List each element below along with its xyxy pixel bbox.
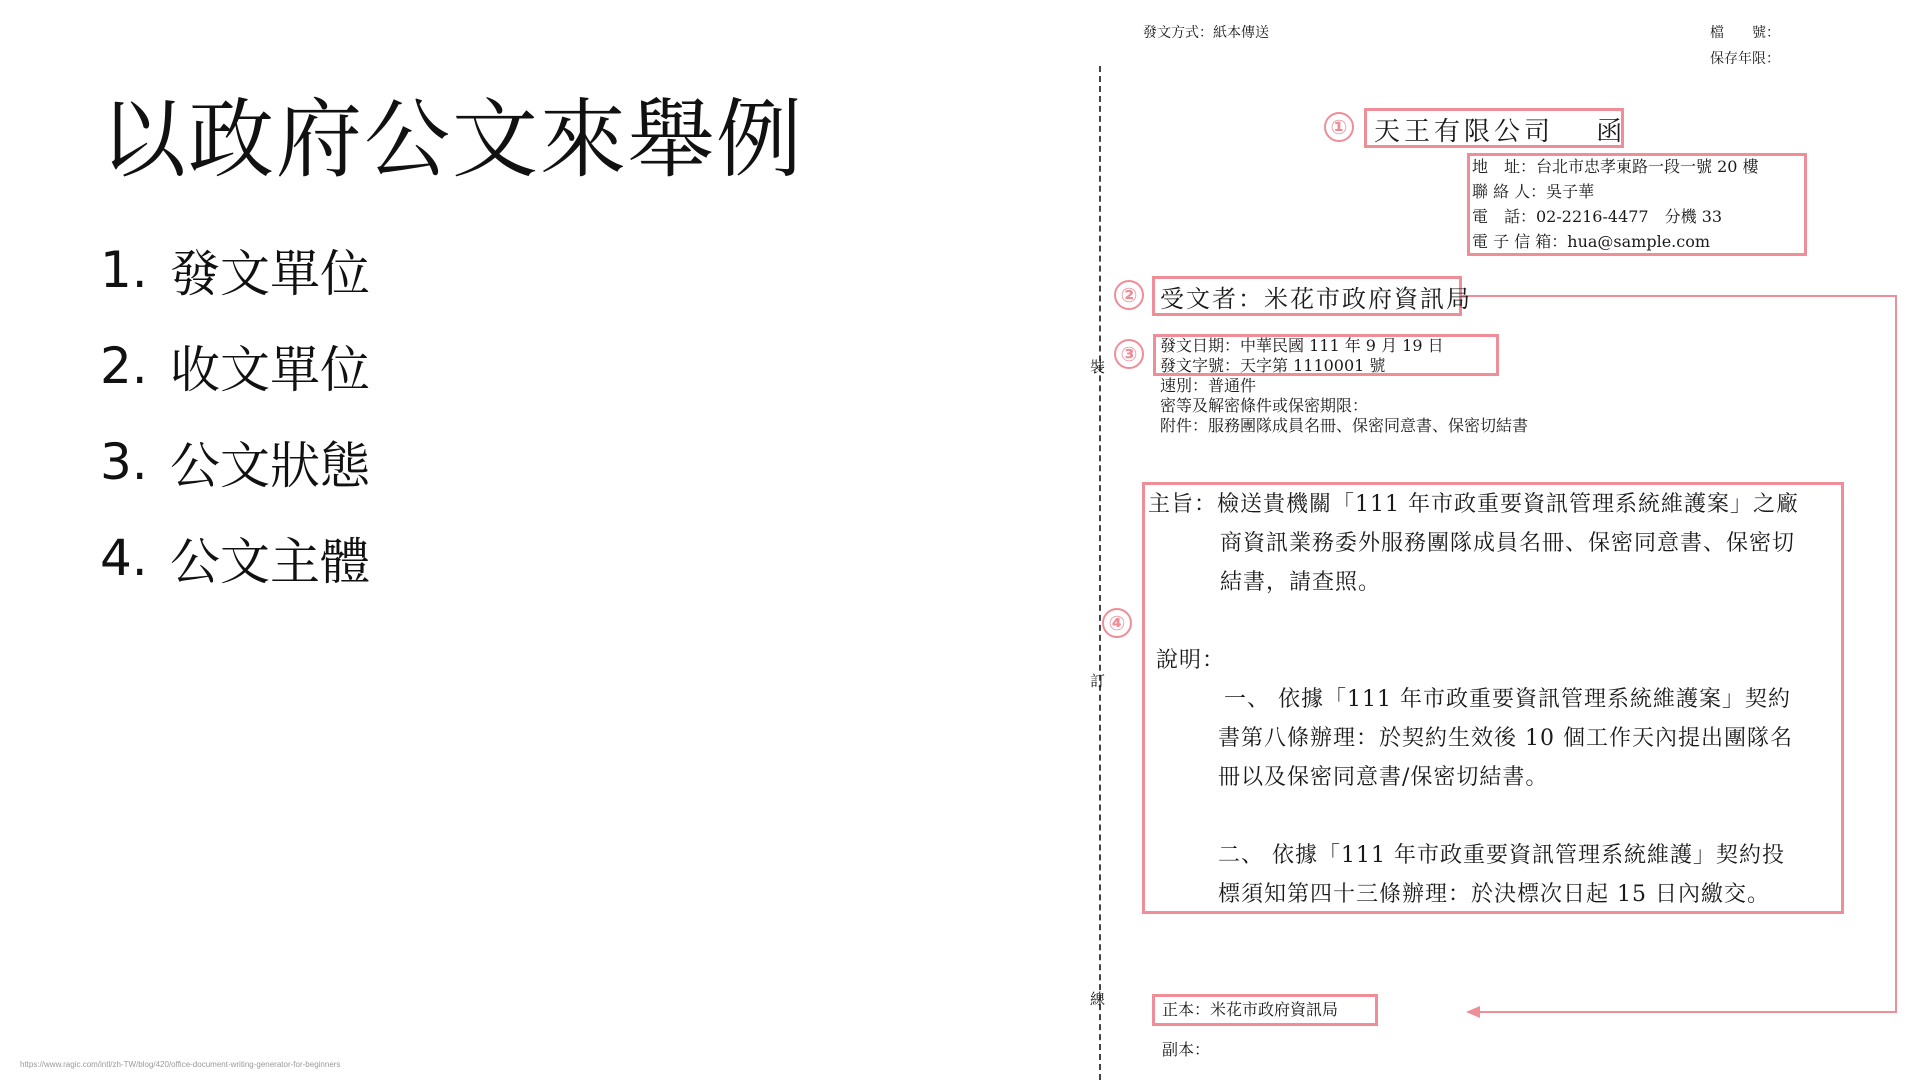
marker-3-icon: ③: [1114, 339, 1144, 369]
speed-class: 速別：普通件: [1160, 376, 1257, 395]
send-method: 發文方式：紙本傳送: [1143, 25, 1269, 41]
subject-line: 結書，請查照。: [1220, 570, 1382, 595]
marker-4-icon: ④: [1102, 608, 1132, 638]
bullet-number: 4.: [100, 529, 148, 587]
explanation-label: 說明：: [1156, 648, 1226, 673]
source-url: https://www.ragic.com/intl/zh-TW/blog/420/office-document-writing-generator-for-beginners: [20, 1060, 341, 1069]
send-date: 發文日期：中華民國 111 年 9 月 19 日: [1160, 336, 1444, 355]
explanation-item: 書第八條辦理：於契約生效後 10 個工作天內提出團隊名: [1218, 726, 1793, 751]
bullet-number: 1.: [100, 241, 148, 299]
bullet-label: 公文狀態: [170, 437, 370, 495]
binding-char: 訂: [1090, 672, 1106, 690]
bullet-label: 公文主體: [170, 533, 370, 591]
list-item: [100, 510, 370, 606]
bullet-number: 2.: [100, 337, 148, 395]
secrecy-level: 密等及解密條件或保密期限：: [1160, 396, 1369, 415]
subject-line: 主旨：檢送貴機關「111 年市政重要資訊管理系統維護案」之廠: [1148, 492, 1799, 517]
original-copy: 正本：米花市政府資訊局: [1162, 1000, 1339, 1019]
bullet-list: [100, 222, 370, 606]
contact-email: 電 子 信 箱：hua@sample.com: [1472, 232, 1711, 251]
contact-address: 地 址：台北市忠孝東路一段一號 20 樓: [1472, 157, 1759, 176]
slide-title: 以政府公文來舉例: [100, 90, 804, 190]
contact-person: 聯 絡 人：吳子華: [1472, 182, 1595, 201]
contact-phone: 電 話：02-2216-4477 分機 33: [1472, 207, 1723, 226]
company-name: 天王有限公司 函: [1374, 117, 1627, 147]
marker-2-icon: ②: [1114, 280, 1144, 310]
list-item: [100, 414, 370, 510]
attachments: 附件：服務團隊成員名冊、保密同意書、保密切結書: [1160, 416, 1529, 435]
bullet-label: 收文單位: [170, 341, 370, 399]
bullet-label: 發文單位: [170, 245, 370, 303]
binding-char: 裝: [1090, 358, 1106, 376]
binding-line: [1099, 66, 1101, 1080]
explanation-item: 二、 依據「111 年市政重要資訊管理系統維護」契約投: [1218, 843, 1785, 868]
recipient: 受文者：米花市政府資訊局: [1160, 285, 1472, 313]
duplicate-copy: 副本：: [1162, 1040, 1211, 1059]
send-number: 發文字號：天字第 1110001 號: [1160, 356, 1386, 375]
subject-line: 商資訊業務委外服務團隊成員名冊、保密同意書、保密切: [1220, 531, 1796, 556]
marker-1-icon: ①: [1324, 112, 1354, 142]
explanation-item: 標須知第四十三條辦理：於決標次日起 15 日內繳交。: [1218, 882, 1770, 907]
bullet-number: 3.: [100, 433, 148, 491]
list-item: [100, 222, 370, 318]
explanation-item: 冊以及保密同意書/保密切結書。: [1218, 765, 1549, 790]
list-item: [100, 318, 370, 414]
binding-char: 線: [1090, 990, 1106, 1008]
explanation-item: 一、 依據「111 年市政重要資訊管理系統維護案」契約: [1224, 687, 1791, 712]
retention-label: 保存年限：: [1710, 51, 1780, 67]
file-number-label: 檔 號：: [1710, 25, 1780, 41]
